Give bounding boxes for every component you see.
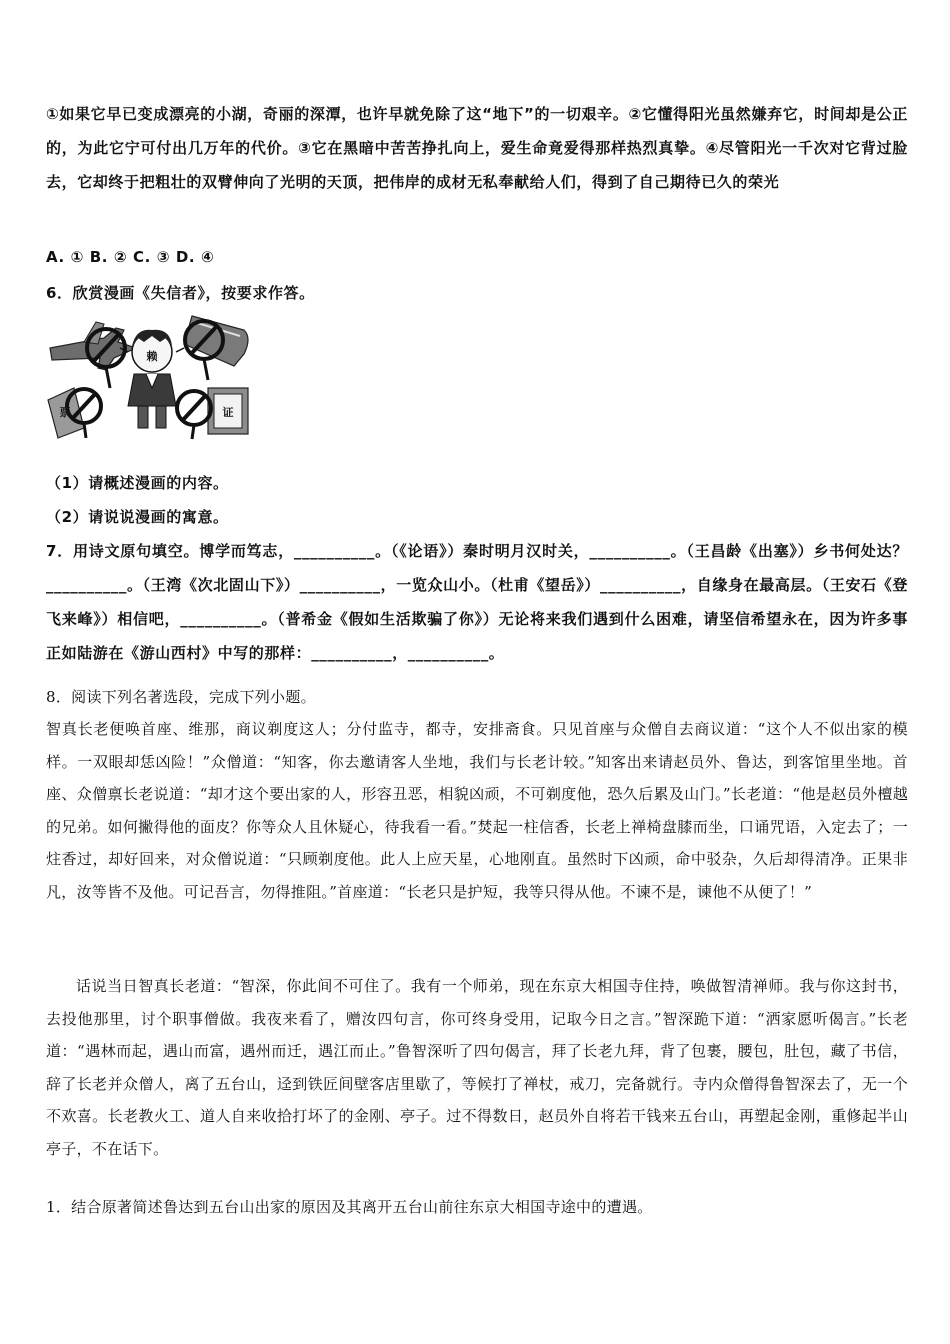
q8-para1: 智真长老便唤首座、维那，商议剃度这人；分付监寺，都寺，安排斋食。只见首座与众僧自去商议道：“这个人不似出家的模样。一双眼却恁凶险！”众僧道：“知客，你去邀请客人坐地，我们与长老计较。”知客出来请赵员外、鲁达，到客馆里坐地。首座、众僧禀长老说道：“却才这个要出家的人，形容丑恶，相貌凶顽，不可剃度他，恐久后累及山门。”长老道：“他是赵员外檀越的兄弟。如何撇得他的面皮？你等众人且休疑心，待我看一看。”焚起一柱信香，长老上禅椅盘膝而坐，口诵咒语，入定去了；一炷香过，却好回来，对众僧说道：“只顾剃度他。此人上应天星，心地刚直。虽然时下凶顽，命中驳杂，久后却得清净。正果非凡，汝等皆不及他。可记吾言，勿得推阻。”首座道：“长老只是护短，我等只得从他。不谏不是，谏他不从便了！” <box>46 720 908 901</box>
q7-text: 7．用诗文原句填空。博学而笃志，__________。（《论语》）秦时明月汉时关，__________。（王昌龄《出塞》）乡书何处达？__________。（王湾《次北固山下》）__________，一览众山小。（杜甫《望岳》）__________，自缘身在最高层。（王安石《登飞来峰》）相信吧，__________。（普希金《假如生活欺骗了你》）无论将来我们遇到什么困难，请坚信希望永在，因为许多事正如陆游在《游山西村》中写的那样：__________，__________。 <box>46 542 908 662</box>
q6-sub2: （2）请说说漫画的寓意。 <box>46 508 229 526</box>
q5-passage: ①如果它早已变成漂亮的小湖，奇丽的深潭，也许早就免除了这“地下”的一切艰辛。②它懂得阳光虽然嫌弃它，时间却是公正的，为此它宁可付出几万年的代价。③它在黑暗中苦苦挣扎向上，爱生命竟爱得那样热烈真挚。④尽管阳光一千次对它背过脸去，它却终于把粗壮的双臂伸向了光明的天顶，把伟岸的成材无私奉献给人们，得到了自己期待已久的荣光 <box>46 105 908 191</box>
comic-left-char: 票 <box>59 406 71 419</box>
q6-sub1: （1）请概述漫画的内容。 <box>46 474 229 492</box>
q5-options: A. ① B. ② C. ③ D. ④ <box>46 248 215 266</box>
comic-illustration <box>44 308 252 440</box>
comic-right-char: 证 <box>222 406 234 419</box>
comic-center-char: 赖 <box>146 350 158 363</box>
q8-question1: 1．结合原著简述鲁达到五台山出家的原因及其离开五台山前往东京大相国寺途中的遭遇。 <box>46 1198 653 1216</box>
q8-title: 8．阅读下列名著选段，完成下列小题。 <box>46 688 316 706</box>
q8-para2: 话说当日智真长老道：“智深，你此间不可住了。我有一个师弟，现在东京大相国寺住持，唤做智清禅师。我与你这封书，去投他那里，讨个职事僧做。我夜来看了，赠汝四句言，你可终身受用，记取今日之言。”智深跪下道：“洒家愿听偈言。”长老道：“遇林而起，遇山而富，遇州而迁，遇江而止。”鲁智深听了四句偈言，拜了长老九拜，背了包裹，腰包，肚包，藏了书信，辞了长老并众僧人，离了五台山，迳到铁匠间壁客店里歇了，等候打了禅杖，戒刀，完备就行。寺内众僧得鲁智深去了，无一个不欢喜。长老教火工、道人自来收拾打坏了的金刚、亭子。过不得数日，赵员外自将若干钱来五台山，再塑起金刚，重修起半山亭子，不在话下。 <box>46 977 908 1158</box>
q6-title: 6．欣赏漫画《失信者》，按要求作答。 <box>46 284 315 302</box>
